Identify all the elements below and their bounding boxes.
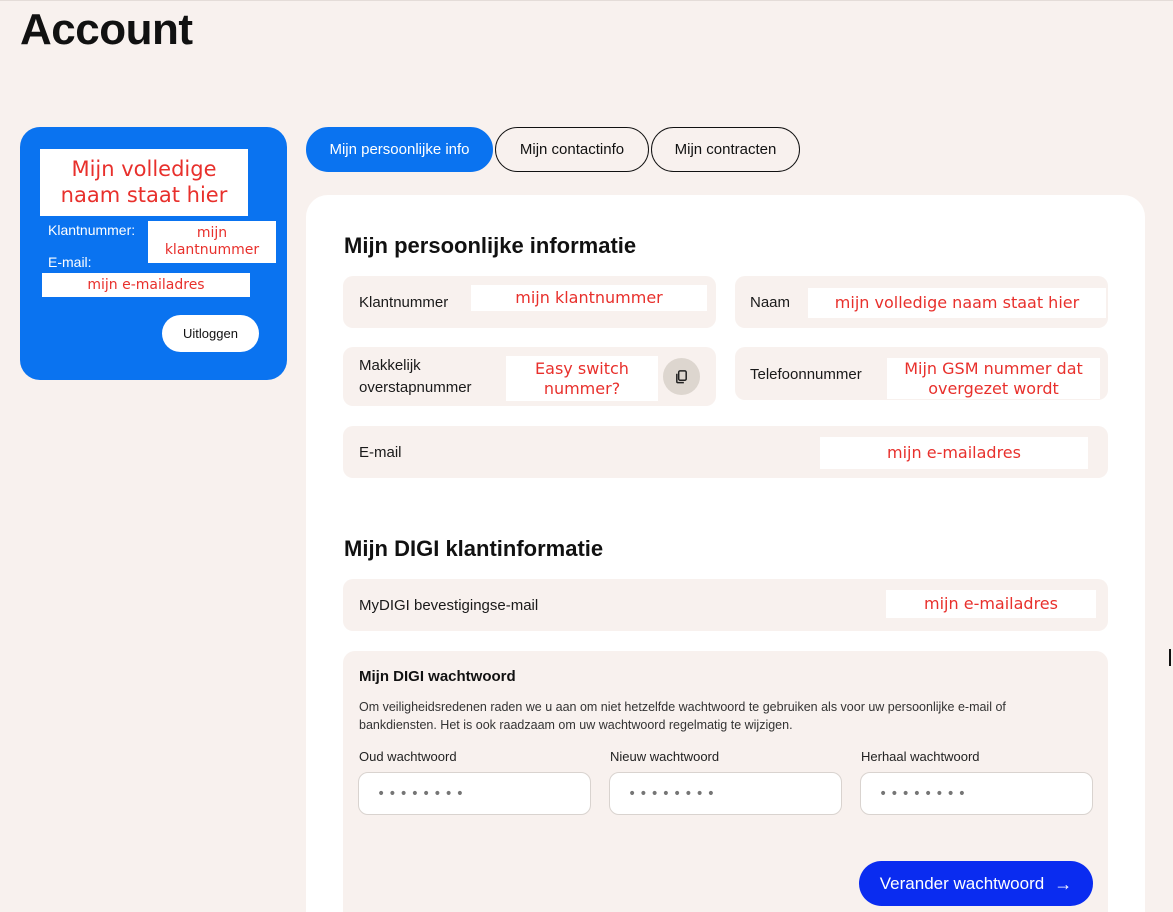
field-naam (735, 276, 1108, 328)
new-password-input[interactable] (609, 772, 842, 815)
field-overstapnummer-value: Easy switch nummer? (506, 356, 658, 401)
copy-overstapnummer-button[interactable] (663, 358, 700, 395)
field-confirm-email-label: MyDIGI bevestigingse-mail (359, 597, 539, 614)
field-confirm-email (343, 579, 1108, 631)
account-email-label: E-mail: (48, 254, 92, 270)
logout-button[interactable]: Uitloggen (162, 315, 259, 352)
field-telefoonnummer-value: Mijn GSM nummer dat overgezet wordt (887, 358, 1100, 399)
old-password-input[interactable] (358, 772, 591, 815)
copy-icon (674, 369, 689, 384)
tab-contracts[interactable]: Mijn contracten (651, 127, 800, 172)
main-panel (306, 195, 1145, 912)
account-tabs (306, 127, 800, 172)
new-password-label: Nieuw wachtwoord (610, 749, 720, 764)
field-email-label: E-mail (359, 444, 402, 461)
account-name: Mijn volledige naam staat hier (40, 149, 248, 216)
account-klantnummer-value: mijn klantnummer (148, 221, 276, 263)
personal-info-title: Mijn persoonlijke informatie (344, 233, 637, 258)
tab-personal-info[interactable]: Mijn persoonlijke info (306, 127, 493, 172)
text-cursor-icon (1169, 649, 1171, 666)
repeat-password-input[interactable] (860, 772, 1093, 815)
password-title: Mijn DIGI wachtwoord (359, 668, 516, 685)
field-overstapnummer-label: Makkelijk overstapnummer (359, 357, 472, 396)
field-email-value: mijn e-mailadres (820, 437, 1088, 469)
field-klantnummer-value: mijn klantnummer (471, 285, 707, 311)
password-section (343, 651, 1108, 912)
field-naam-label: Naam (750, 294, 791, 311)
field-overstapnummer (343, 347, 716, 406)
arrow-right-icon: → (1054, 873, 1073, 894)
account-email-value: mijn e-mailadres (42, 273, 250, 297)
field-confirm-email-value: mijn e-mailadres (886, 590, 1096, 618)
account-klantnummer-label: Klantnummer: (48, 222, 136, 238)
digi-info-title: Mijn DIGI klantinformatie (344, 536, 604, 561)
field-klantnummer (343, 276, 716, 328)
field-email (343, 426, 1108, 478)
account-card (20, 127, 287, 380)
old-password-label: Oud wachtwoord (359, 749, 457, 764)
change-password-button[interactable] (859, 861, 1093, 906)
page-title: Account (20, 5, 193, 54)
password-description: Om veiligheidsredenen raden we u aan om niet hetzelfde wachtwoord te gebruiken als voor uw persoonlijke e-mail of bankdiensten. Het is ook raadzaam om uw wachtwoord regelmatig te wijzigen. (359, 700, 1006, 733)
field-telefoonnummer-label: Telefoonnummer (750, 366, 862, 383)
field-klantnummer-label: Klantnummer (359, 294, 449, 311)
repeat-password-label: Herhaal wachtwoord (861, 749, 980, 764)
change-password-label: Verander wachtwoord (879, 873, 1045, 893)
field-naam-value: mijn volledige naam staat hier (808, 288, 1106, 318)
tab-contact-info[interactable]: Mijn contactinfo (495, 127, 649, 172)
field-telefoonnummer (735, 347, 1108, 400)
